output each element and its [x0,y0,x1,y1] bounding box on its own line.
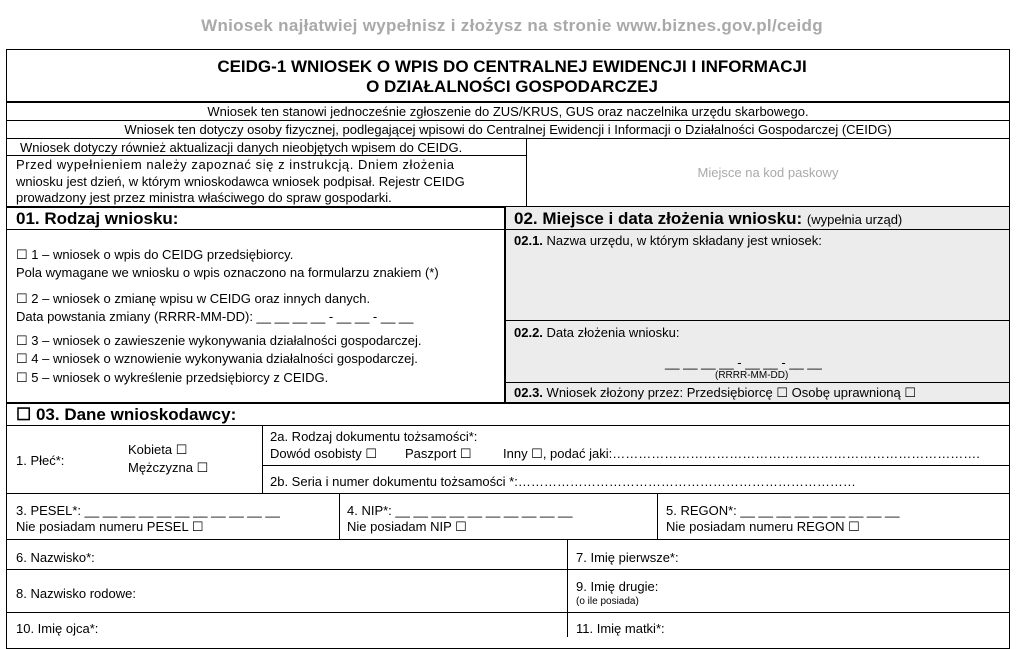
divider [6,101,1010,103]
instruction-line-3: prowadzony jest przez ministra właściwego do spraw gospodarki. [16,190,392,205]
field-02-2-number: 02.2. [514,325,543,340]
submission-date-field[interactable]: __ __ __ __ - __ __ - __ __ [665,355,822,370]
barcode-placeholder: Miejsce na kod paskowy [697,165,839,180]
gender-label: 1. Płeć*: [16,453,65,468]
field-02-3-number: 02.3. [514,385,543,400]
no-regon-checkbox[interactable]: Nie posiadam numeru REGON ☐ [666,519,860,534]
section-03-title[interactable]: ☐ 03. Dane wnioskodawcy: [16,405,237,424]
gender-female-checkbox[interactable]: Kobieta ☐ [128,442,188,457]
second-name-field[interactable]: 9. Imię drugie: [576,579,659,594]
divider [505,229,1010,230]
instruction-line-2: wniosku jest dzień, w którym wnioskodawca wniosek podpisał. Rejestr CEIDG [16,174,465,189]
divider [262,465,1010,466]
nip-field[interactable]: 4. NIP*: __ __ __ __ __ __ __ __ __ __ [347,503,573,518]
field-02-1-text: Nazwa urzędu, w którym składany jest wniosek: [546,233,822,248]
first-name-field[interactable]: 7. Imię pierwsze*: [576,550,679,565]
gender-male-checkbox[interactable]: Mężczyzna ☐ [128,460,209,475]
request-type-option-1[interactable]: ☐ 1 – wniosek o wpis do CEIDG przedsiębiorcy. [16,247,294,262]
divider [6,612,1010,613]
father-name-field[interactable]: 10. Imię ojca*: [16,621,99,636]
section-01-title: 01. Rodzaj wniosku: [16,209,179,228]
section-02-title-note: (wypełnia urząd) [806,212,903,227]
instruction-line-1: Przed wypełnieniem należy zapoznać się z instrukcją. Dniem złożenia [16,157,455,172]
field-02-1-number: 02.1. [514,233,543,248]
field-02-3-label [514,385,916,400]
divider [6,569,1010,570]
divider [6,425,1010,426]
form-title-line2: O DZIAŁALNOŚCI GOSPODARCZEJ [366,77,658,96]
divider [339,493,340,539]
change-date-field[interactable]: Data powstania zmiany (RRRR-MM-DD): __ __ __ __ - __ __ - __ __ [16,309,414,324]
divider [6,493,1010,494]
top-banner: Wniosek najłatwiej wypełnisz i złożysz na stronie www.biznes.gov.pl/ceidg [201,16,823,35]
submitted-by-entrepreneur-checkbox[interactable]: Przedsiębiorcę ☐ [686,385,788,400]
doc-id-card-checkbox[interactable]: Dowód osobisty ☐ [270,446,378,461]
field-02-1-label [514,233,822,248]
info-line-3: Wniosek dotyczy również aktualizacji danych nieobjętych wpisem do CEIDG. [20,140,463,155]
divider [6,402,1010,404]
submitted-by-authorized-checkbox[interactable]: Osobę uprawnioną ☐ [791,385,917,400]
divider [504,206,506,402]
request-type-option-3[interactable]: ☐ 3 – wniosek o zawieszenie wykonywania działalności gospodarczej. [16,333,422,348]
field-02-2-text: Data złożenia wniosku: [546,325,680,340]
doc-other-field[interactable]: Inny ☐, podać jaki:…………………………………………………………………………. [503,446,980,461]
doc-type-label: 2a. Rodzaj dokumentu tożsamości*: [270,429,478,444]
surname-field[interactable]: 6. Nazwisko*: [16,550,95,565]
no-pesel-checkbox[interactable]: Nie posiadam numeru PESEL ☐ [16,519,204,534]
pesel-field[interactable]: 3. PESEL*: __ __ __ __ __ __ __ __ __ __ __ [16,503,280,518]
field-02-3-text: Wniosek złożony przez: [546,385,684,400]
divider [567,539,568,637]
regon-field[interactable]: 5. REGON*: __ __ __ __ __ __ __ __ __ [666,503,900,518]
divider [6,155,526,156]
doc-passport-checkbox[interactable]: Paszport ☐ [405,446,472,461]
mother-name-field[interactable]: 11. Imię matki*: [576,621,665,636]
section-02-title [514,209,902,229]
required-fields-note: Pola wymagane we wniosku o wpis oznaczono na formularzu znakiem (*) [16,265,439,280]
divider [505,382,1010,383]
info-line-1: Wniosek ten stanowi jednocześnie zgłoszenie do ZUS/KRUS, GUS oraz naczelnika urzędu skarbowego. [207,104,809,119]
family-name-field[interactable]: 8. Nazwisko rodowe: [16,586,136,601]
divider [262,425,263,493]
request-type-option-2[interactable]: ☐ 2 – wniosek o zmianę wpisu w CEIDG oraz innych danych. [16,291,371,306]
request-type-option-4[interactable]: ☐ 4 – wniosek o wznowienie wykonywania działalności gospodarczej. [16,351,418,366]
section-02-title-text: 02. Miejsce i data złożenia wniosku: [514,209,803,228]
field-02-2-label [514,325,680,340]
request-type-option-5[interactable]: ☐ 5 – wniosek o wykreślenie przedsiębiorcy z CEIDG. [16,370,329,385]
divider [657,493,658,539]
divider [505,320,1010,321]
divider [6,120,1010,121]
doc-series-field[interactable]: 2b. Seria i numer dokumentu tożsamości *:…………………………………………………………………… [270,474,856,489]
divider [6,539,1010,540]
no-nip-checkbox[interactable]: Nie posiadam NIP ☐ [347,519,467,534]
date-format-hint: (RRRR-MM-DD) [715,370,789,381]
second-name-note: (o ile posiada) [576,596,639,607]
divider [6,229,505,230]
info-line-2: Wniosek ten dotyczy osoby fizycznej, podlegającej wpisowi do Centralnej Ewidencji i Informacji o Działalności Gospodarczej (CEIDG) [124,122,892,137]
form-title-line1: CEIDG-1 WNIOSEK O WPIS DO CENTRALNEJ EWIDENCJI I INFORMACJI [217,57,807,76]
divider [6,138,1010,139]
